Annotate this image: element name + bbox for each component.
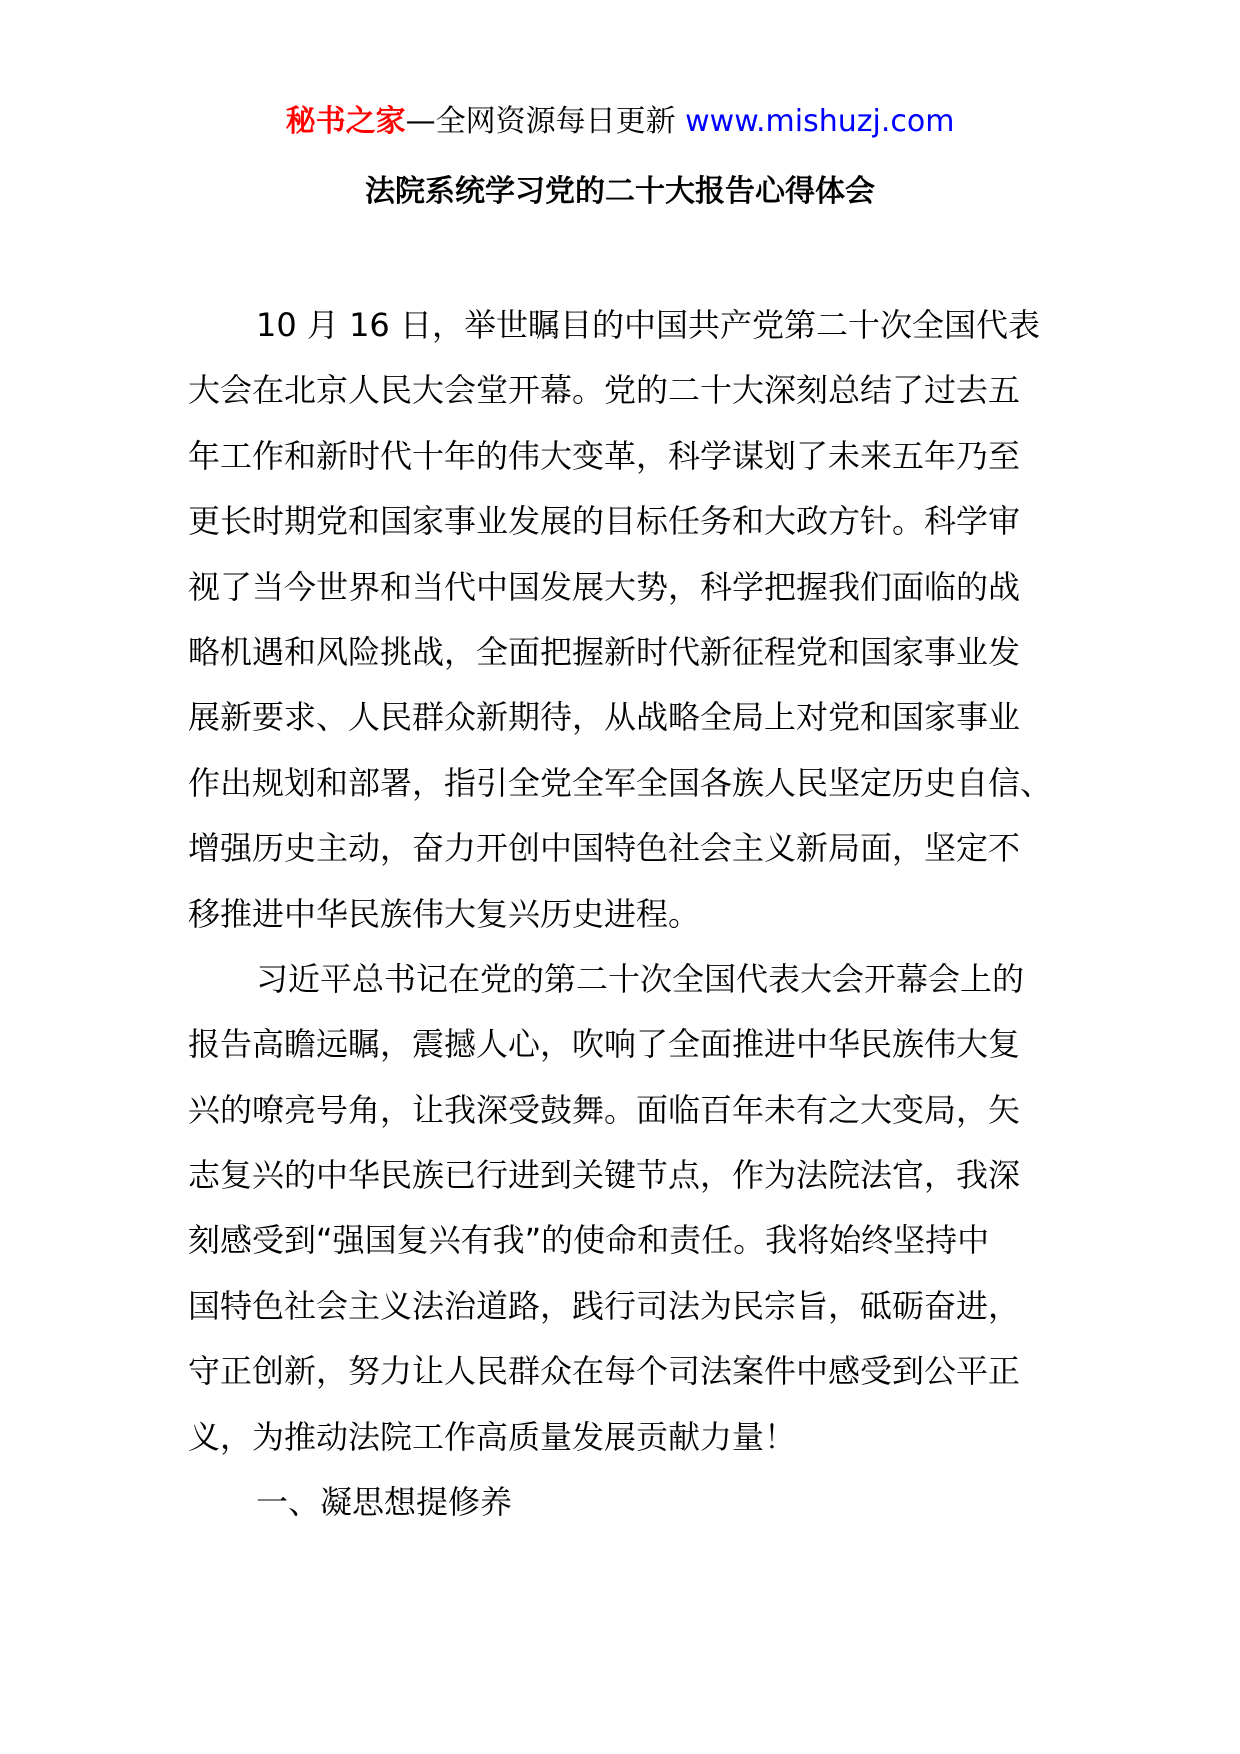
paragraph-1 (188, 293, 1053, 947)
text-line: 大会在北京人民大会堂开幕。党的二十大深刻总结了过去五 (188, 371, 1021, 410)
text-line: 报告高瞻远瞩，震撼人心，吹响了全面推进中华民族伟大复 (188, 1025, 1021, 1064)
text-line: 略机遇和风险挑战，全面把握新时代新征程党和国家事业发 (188, 632, 1021, 671)
text-line: 移推进中华民族伟大复兴历史进程。 (188, 894, 701, 933)
site-url-link[interactable]: www.mishuzj.com (685, 104, 955, 139)
text-line: 志复兴的中华民族已行进到关键节点，作为法院法官，我深 (188, 1156, 1021, 1195)
text-line: 义，为推动法院工作高质量发展贡献力量！ (188, 1417, 797, 1456)
text-line: 10 月 16 日，举世瞩目的中国共产党第二十次全国代表 (256, 306, 1040, 344)
text-line: 增强历史主动，奋力开创中国特色社会主义新局面，坚定不 (188, 829, 1021, 868)
text-line: 视了当今世界和当代中国发展大势，科学把握我们面临的战 (188, 567, 1021, 606)
text-line: 兴的嘹亮号角，让我深受鼓舞。面临百年未有之大变局，矢 (188, 1090, 1021, 1129)
text-line: 习近平总书记在党的第二十次全国代表大会开幕会上的 (256, 959, 1025, 998)
section-heading: 一、凝思想提修养 (256, 1483, 513, 1522)
site-header (0, 100, 1240, 144)
paragraph-2 (188, 947, 1048, 1470)
text-line: 作出规划和部署，指引全党全军全国各族人民坚定历史自信、 (188, 763, 1053, 802)
header-slogan: —全网资源每日更新 (405, 104, 686, 139)
document-title: 法院系统学习党的二十大报告心得体会 (365, 174, 875, 209)
brand-name: 秘书之家 (285, 104, 406, 139)
text-line: 守正创新，努力让人民群众在每个司法案件中感受到公平正 (188, 1352, 1021, 1391)
text-line: 刻感受到“强国复兴有我”的使命和责任。我将始终坚持中 (188, 1221, 990, 1260)
text-line: 更长时期党和国家事业发展的目标任务和大政方针。科学审 (188, 502, 1021, 541)
text-line: 国特色社会主义法治道路，践行司法为民宗旨，砥砺奋进， (188, 1286, 1021, 1325)
text-line: 年工作和新时代十年的伟大变革，科学谋划了未来五年乃至 (188, 436, 1021, 475)
document-body (188, 293, 1053, 1535)
text-line: 展新要求、人民群众新期待，从战略全局上对党和国家事业 (188, 698, 1021, 737)
